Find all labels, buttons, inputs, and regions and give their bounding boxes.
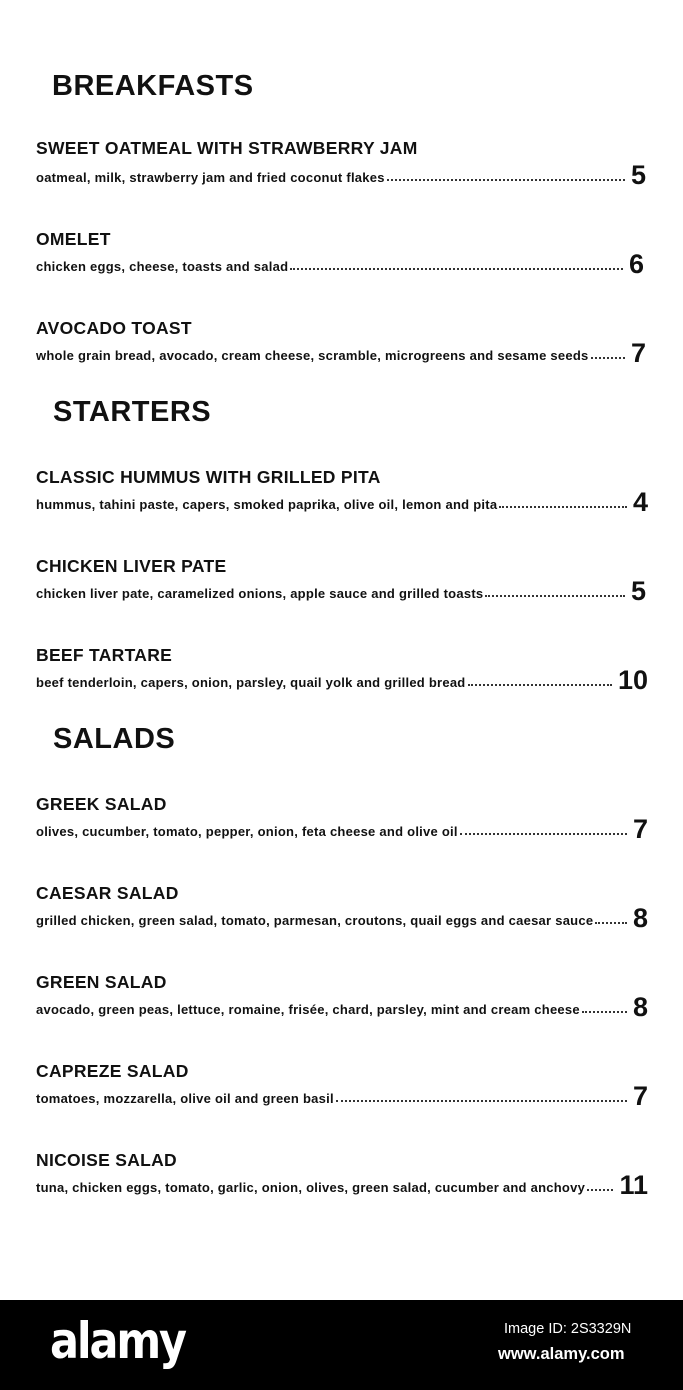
dot-leader	[336, 1100, 627, 1102]
site-url: www.alamy.com	[498, 1345, 625, 1363]
menu-item-row	[36, 1083, 648, 1109]
item-price: 5	[630, 576, 646, 606]
item-name: OMELET	[36, 229, 111, 249]
item-price: 5	[630, 160, 646, 190]
dot-leader	[387, 179, 625, 181]
item-description: grilled chicken, green salad, tomato, parmesan, croutons, quail eggs and caesar sauce	[36, 913, 594, 928]
item-name: CHICKEN LIVER PATE	[36, 556, 227, 576]
menu-item-row	[36, 489, 648, 515]
item-price: 11	[619, 1170, 648, 1200]
item-name: CAPREZE SALAD	[36, 1061, 189, 1081]
item-price: 7	[632, 1081, 648, 1111]
item-name: CLASSIC HUMMUS WITH GRILLED PITA	[36, 467, 381, 487]
section-title-salads: SALADS	[53, 723, 176, 755]
dot-leader	[591, 357, 625, 359]
item-description: beef tenderloin, capers, onion, parsley, quail yolk and grilled bread	[36, 675, 466, 690]
item-description: oatmeal, milk, strawberry jam and fried coconut flakes	[36, 170, 385, 185]
alamy-logo: alamy	[50, 1312, 185, 1370]
item-description: avocado, green peas, lettuce, romaine, frisée, chard, parsley, mint and cream cheese	[36, 1002, 580, 1017]
item-price: 7	[632, 814, 648, 844]
item-price: 7	[630, 338, 646, 368]
item-name: BEEF TARTARE	[36, 645, 173, 665]
watermark-footer	[0, 1300, 683, 1390]
item-name: CAESAR SALAD	[36, 883, 179, 903]
item-description: chicken liver pate, caramelized onions, apple sauce and grilled toasts	[36, 586, 484, 601]
item-name: NICOISE SALAD	[36, 1150, 177, 1170]
dot-leader	[499, 506, 627, 508]
item-price: 8	[632, 992, 648, 1022]
menu-item-row	[36, 994, 648, 1020]
item-name: SWEET OATMEAL WITH STRAWBERRY JAM	[36, 138, 418, 158]
item-description: chicken eggs, cheese, toasts and salad	[36, 259, 289, 274]
item-description: whole grain bread, avocado, cream cheese, scramble, microgreens and sesame seeds	[36, 348, 589, 363]
dot-leader	[485, 595, 625, 597]
item-name: GREEK SALAD	[36, 794, 167, 814]
item-description: tomatoes, mozzarella, olive oil and green basil	[36, 1091, 334, 1106]
item-name: AVOCADO TOAST	[36, 318, 192, 338]
menu-item-row	[36, 1172, 648, 1198]
dot-leader	[582, 1011, 627, 1013]
item-price: 10	[617, 665, 648, 695]
menu-item-row	[36, 162, 646, 188]
section-title-starters: STARTERS	[53, 396, 212, 428]
item-name: GREEN SALAD	[36, 972, 167, 992]
dot-leader	[468, 684, 612, 686]
item-description: tuna, chicken eggs, tomato, garlic, onion, olives, green salad, cucumber and anchovy	[36, 1180, 586, 1195]
item-price: 6	[628, 249, 644, 279]
menu-item-row	[36, 816, 648, 842]
menu-item-row	[36, 340, 646, 366]
dot-leader	[290, 268, 623, 270]
dot-leader	[587, 1189, 613, 1191]
item-description: hummus, tahini paste, capers, smoked paprika, olive oil, lemon and pita	[36, 497, 498, 512]
menu-item-row	[36, 667, 648, 693]
item-price: 8	[632, 903, 648, 933]
menu-item-row	[36, 251, 644, 277]
image-id-label: Image ID: 2S3329N	[504, 1321, 632, 1337]
menu-item-row	[36, 578, 646, 604]
menu-item-row	[36, 905, 648, 931]
section-title-breakfasts: BREAKFASTS	[52, 70, 254, 102]
dot-leader	[460, 833, 627, 835]
dot-leader	[595, 922, 627, 924]
item-description: olives, cucumber, tomato, pepper, onion, feta cheese and olive oil	[36, 824, 458, 839]
item-price: 4	[632, 487, 648, 517]
